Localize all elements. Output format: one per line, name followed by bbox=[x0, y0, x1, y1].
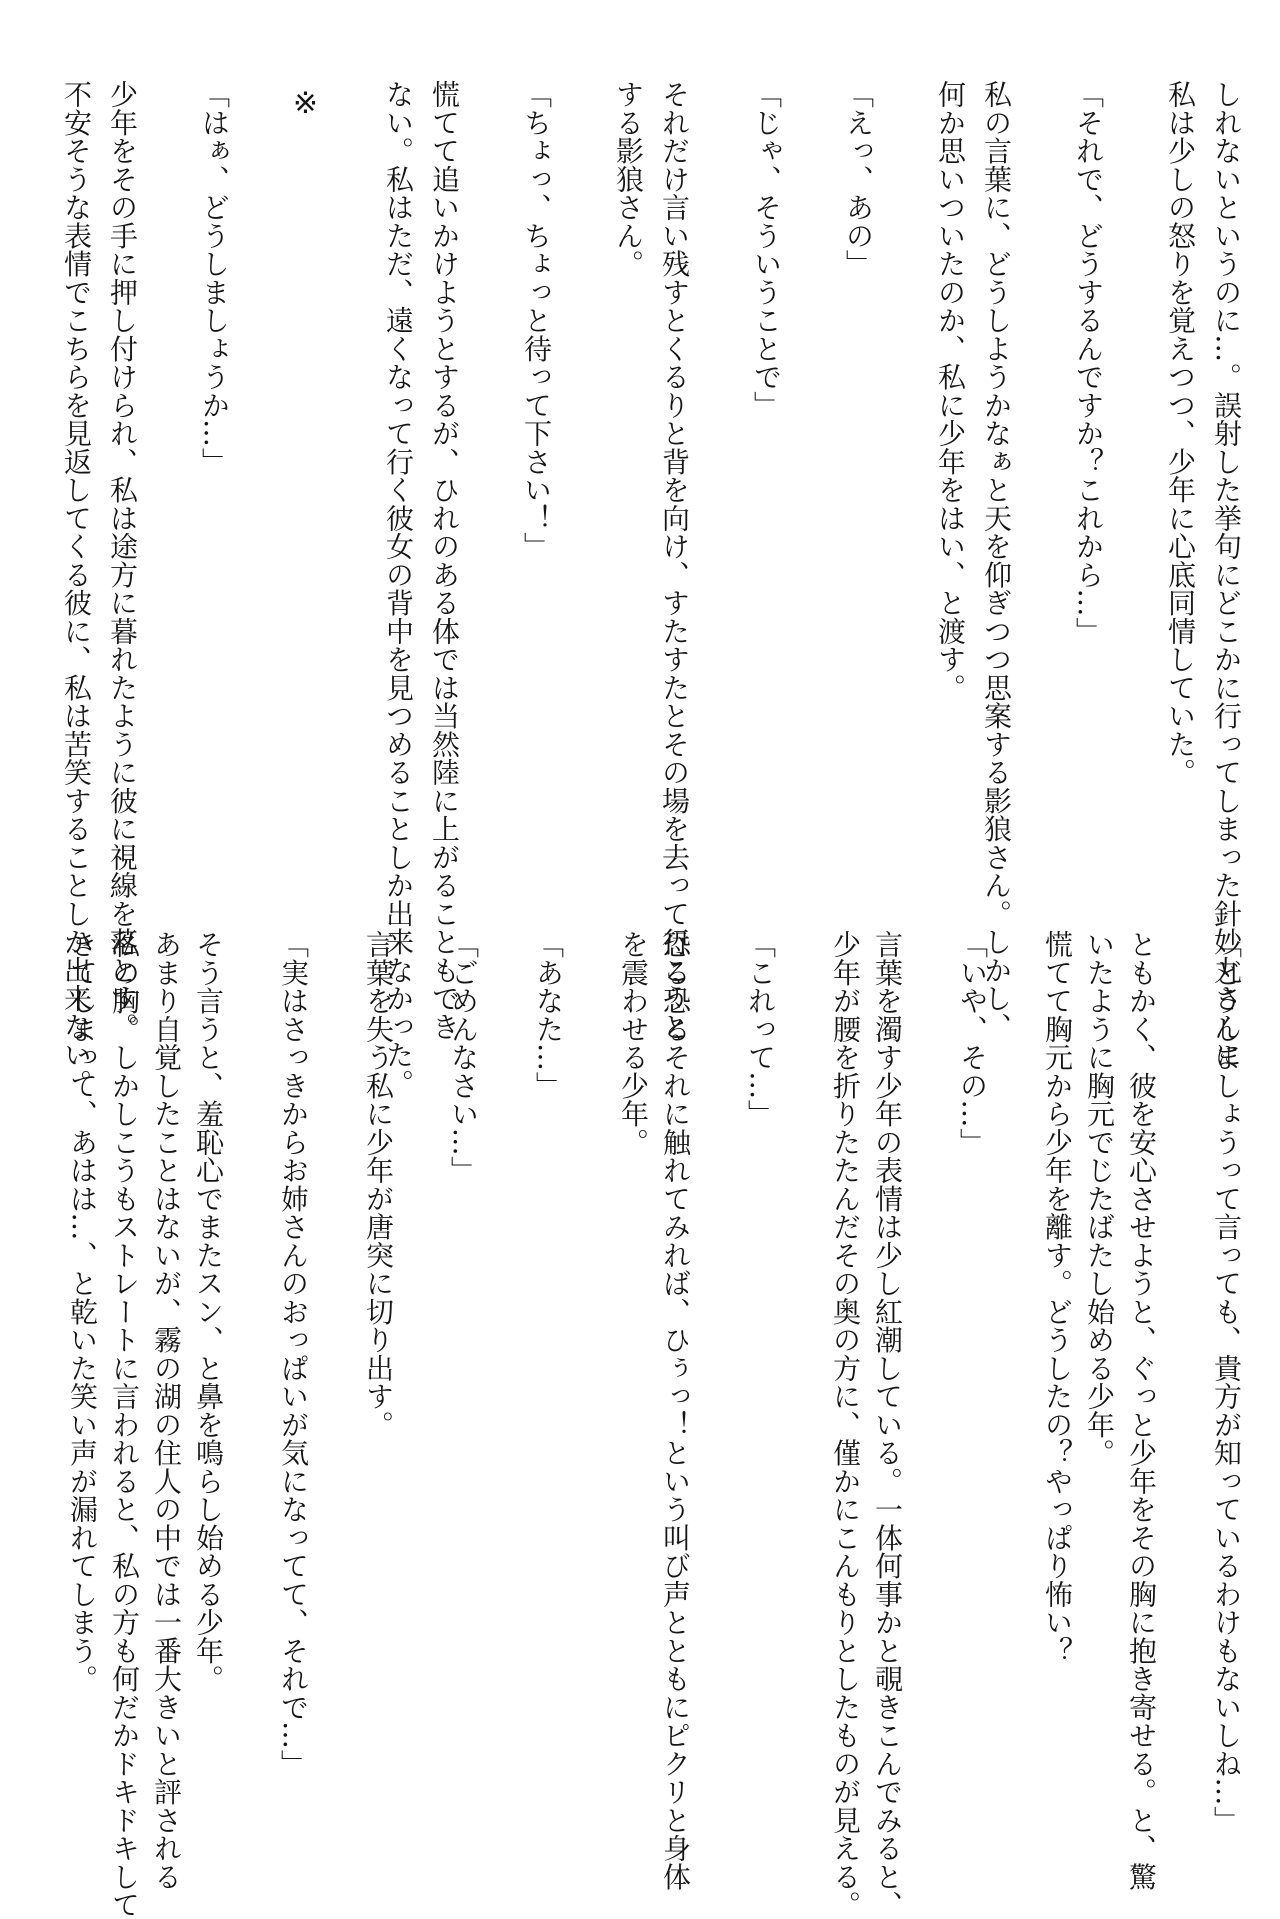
text-line: 慌てて追いかけようとするが、ひれのある体では当然陸に上がることもでき bbox=[428, 80, 461, 1041]
text-line: 少年が腰を折りたたんだその奥の方に、僅かにこんもりとしたものが見える。 bbox=[829, 930, 862, 1919]
text-line: 恐る恐るそれに触れてみれば、ひぅっ！という叫び声とともにピクリと身体 bbox=[659, 930, 692, 1891]
text-line: 「実はさっきからお姉さんのおっぱいが気になってて、それで…」 bbox=[277, 930, 310, 1778]
text-line: ともかく、彼を安心させようと、ぐっと少年をその胸に抱き寄せる。と、驚 bbox=[1125, 930, 1158, 1891]
lower-text-block bbox=[40, 930, 1243, 1919]
text-line: 少年をその手に押し付けられ、私は途方に暮れたように彼に視線を落とす。 bbox=[106, 80, 139, 1041]
text-line: 「これって…」 bbox=[744, 930, 777, 1128]
text-line: を震わせる少年。 bbox=[617, 930, 650, 1156]
text-line: 「ちょっ、ちょっと待って下さい！」 bbox=[520, 80, 553, 561]
text-line: 「どうしましょうって言っても、貴方が知っているわけもないしね…」 bbox=[1210, 930, 1243, 1834]
text-line: いたように胸元でじたばたし始める少年。 bbox=[1083, 930, 1116, 1467]
text-line: 「はぁ、どうしましょうか…」 bbox=[198, 80, 231, 476]
text-line: 私の言葉に、どうしようかなぁと天を仰ぎつつ思案する影狼さん。しかし、 bbox=[980, 80, 1013, 1041]
text-line: それだけ言い残すとくるりと背を向け、すたすたとその場を去って行こうと bbox=[658, 80, 691, 1041]
text-line: 「それで、どうするんですか？これから…」 bbox=[1072, 80, 1105, 645]
text-line: 「えっ、あの」 bbox=[842, 80, 875, 278]
text-line: あまり自覚したことはないが、霧の湖の住人の中では一番大きいと評される bbox=[150, 930, 183, 1891]
scene-break-mark: ※ bbox=[288, 86, 323, 121]
text-line: 言葉を失う私に少年が唐突に切り出す。 bbox=[362, 930, 395, 1439]
text-line: 何か思いついたのか、私に少年をはい、と渡す。 bbox=[934, 80, 967, 702]
text-line: 不安そうな表情でこちらを見返してくる彼に、私は苦笑することしか出来ない。 bbox=[60, 80, 93, 1097]
text-line: 「じゃ、そういうことで」 bbox=[750, 80, 783, 419]
text-line: 「あなた…」 bbox=[532, 930, 565, 1100]
text-line: きてしまって、あはは…、と乾いた笑い声が漏れてしまう。 bbox=[66, 930, 99, 1693]
text-line: そう言うと、羞恥心でまたスン、と鼻を鳴らし始める少年。 bbox=[192, 930, 225, 1693]
text-line: 「ごめんなさい…」 bbox=[447, 930, 480, 1185]
text-line: 「いや、その…」 bbox=[956, 930, 989, 1156]
text-line: 私の胸。しかしこうもストレートに言われると、私の方も何だかドキドキして bbox=[108, 930, 141, 1919]
text-line: 言葉を濁す少年の表情は少し紅潮している。一体何事かと覗きこんでみると、 bbox=[871, 930, 904, 1919]
text-line: 慌てて胸元から少年を離す。どうしたの？やっぱり怖い？ bbox=[1041, 930, 1074, 1665]
text-line: しれないというのに…。誤射した挙句にどこかに行ってしまった針妙丸さんに bbox=[1210, 80, 1243, 1069]
text-line: する影狼さん。 bbox=[612, 80, 645, 278]
text-line: 私は少しの怒りを覚えつつ、少年に心底同情していた。 bbox=[1164, 80, 1197, 787]
text-line: ない。私はただ、遠くなって行く彼女の背中を見つめることしか出来なかった。 bbox=[382, 80, 415, 1097]
